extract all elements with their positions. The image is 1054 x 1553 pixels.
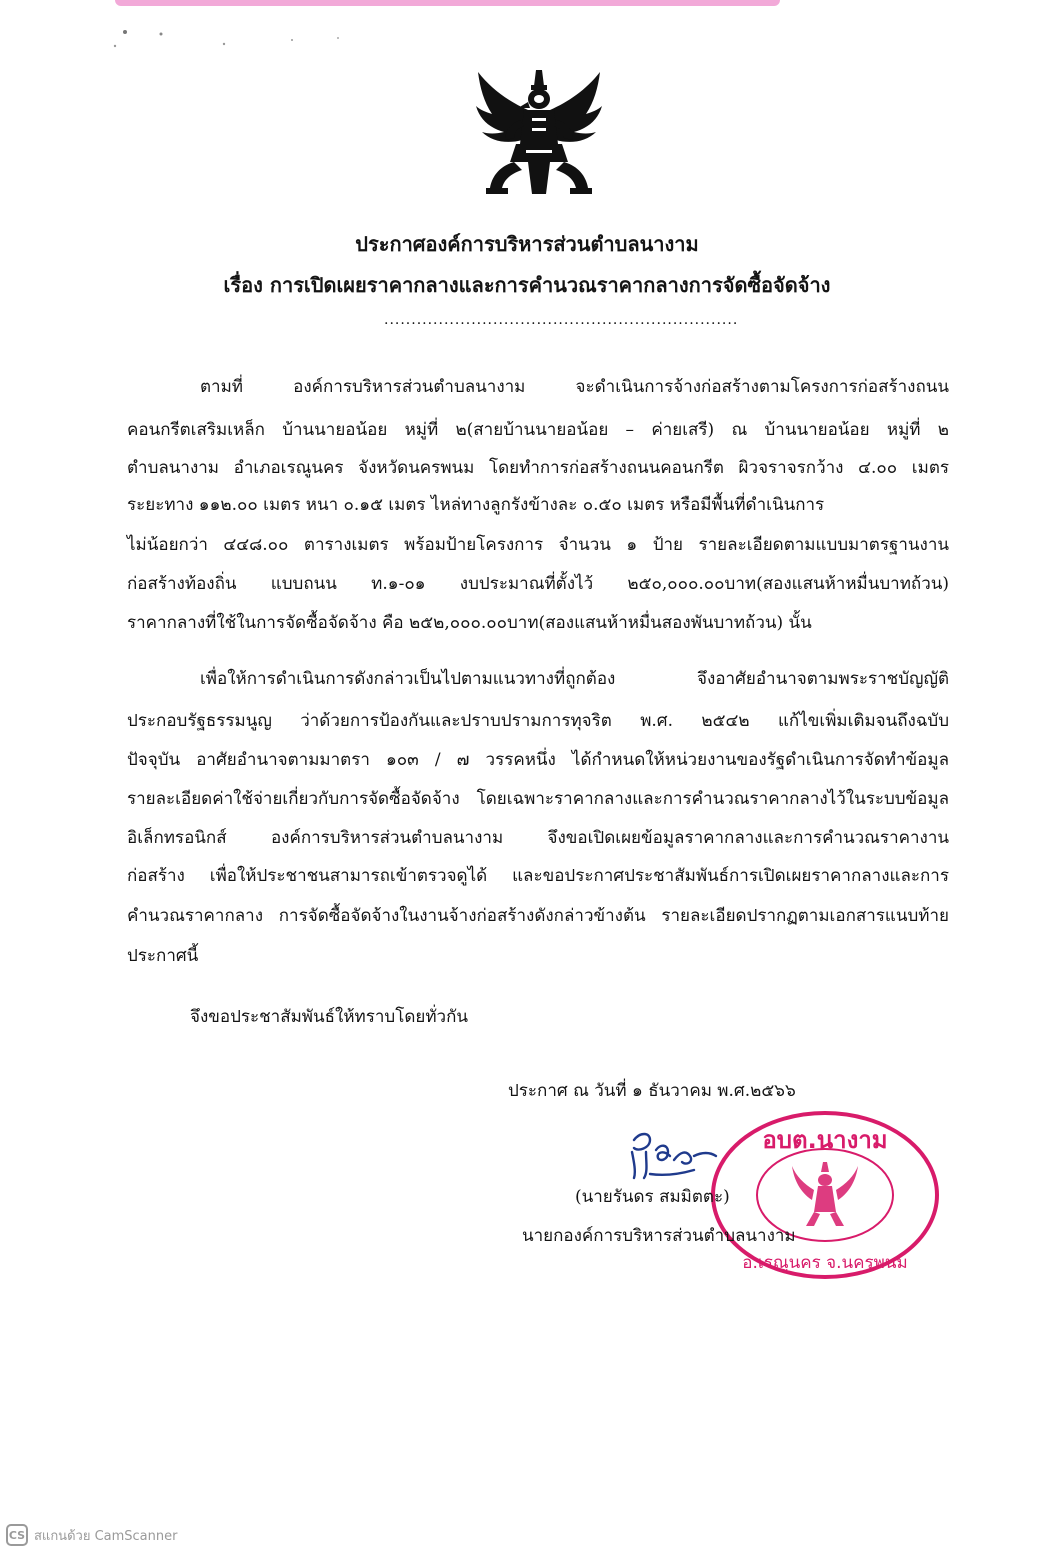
paragraph2-line1: เพื่อให้การดำเนินการดังกล่าวเป็นไปตามแนวทางที่ถูกต้อง จึงอาศัยอำนาจตามพระราชบัญญัติ <box>200 669 949 689</box>
signer-name: (นายรันดร สมมิตตะ) <box>575 1187 730 1207</box>
paragraph1-line7: ราคากลางที่ใช้ในการจัดซื้อจัดจ้าง คือ ๒๕๒,๐๐๐.๐๐บาท(สองแสนห้าหมื่นสองพันบาทถ้วน) นั้น <box>127 613 812 633</box>
paragraph2-line5: อิเล็กทรอนิกส์ องค์การบริหารส่วนตำบลนางาม จึงขอเปิดเผยข้อมูลราคากลางและการคำนวณราคางาน <box>127 828 949 848</box>
announcement-date: ประกาศ ณ วันที่ ๑ ธันวาคม พ.ศ.๒๕๖๖ <box>508 1081 796 1101</box>
signer-position: นายกองค์การบริหารส่วนตำบลนางาม <box>522 1226 796 1246</box>
paragraph2-line8: ประกาศนี้ <box>127 946 199 966</box>
scanner-footer <box>6 1523 177 1547</box>
title-separator: ................................................................. <box>384 312 739 328</box>
scanner-label: สแกนด้วย CamScanner <box>34 1528 178 1544</box>
paragraph1-line4: ระยะทาง ๑๑๒.๐๐ เมตร หนา ๐.๑๕ เมตร ไหล่ทางลูกรังข้างละ ๐.๕๐ เมตร หรือมีพื้นที่ดำเนินการ <box>127 495 825 515</box>
closing-statement: จึงขอประชาสัมพันธ์ให้ทราบโดยทั่วกัน <box>190 1007 468 1027</box>
paragraph2-line7: คำนวณราคากลาง การจัดซื้อจัดจ้างในงานจ้างก่อสร้างดังกล่าวข้างต้น รายละเอียดปรากฏตามเอกสารแนบท้าย <box>127 906 949 926</box>
document-title: ประกาศองค์การบริหารส่วนตำบลนางาม <box>355 232 699 256</box>
official-stamp <box>700 1100 950 1290</box>
garuda-emblem <box>470 66 608 202</box>
paragraph1-line6: ก่อสร้างท้องถิ่น แบบถนน ท.๑-๐๑ งบประมาณที่ตั้งไว้ ๒๕๐,๐๐๐.๐๐บาท(สองแสนห้าหมื่นบาทถ้วน) <box>127 574 949 594</box>
scan-specks <box>0 0 400 60</box>
paragraph2-line6: ก่อสร้าง เพื่อให้ประชาชนสามารถเข้าตรวจดูได้ และขอประกาศประชาสัมพันธ์การเปิดเผยราคากลางและการ <box>127 866 949 886</box>
camscanner-logo-icon: CS <box>6 1524 28 1546</box>
paragraph1-line1: ตามที่ องค์การบริหารส่วนตำบลนางาม จะดำเนินการจ้างก่อสร้างตามโครงการก่อสร้างถนน <box>200 377 949 397</box>
paragraph1-line5: ไม่น้อยกว่า ๔๔๘.๐๐ ตารางเมตร พร้อมป้ายโครงการ จำนวน ๑ ป้าย รายละเอียดตามแบบมาตรฐานงาน <box>127 535 949 555</box>
paragraph2-line2: ประกอบรัฐธรรมนูญ ว่าด้วยการป้องกันและปราบปรามการทุจริต พ.ศ. ๒๕๔๒ แก้ไขเพิ่มเติมจนถึงฉบับ <box>127 711 949 731</box>
document-subject: เรื่อง การเปิดเผยราคากลางและการคำนวณราคากลางการจัดซื้อจัดจ้าง <box>223 273 831 297</box>
paragraph1-line2: คอนกรีตเสริมเหล็ก บ้านนายอน้อย หมู่ที่ ๒(สายบ้านนายอน้อย – ค่ายเสรี) ณ บ้านนายอน้อย หมู่ที่ ๒ <box>127 420 949 440</box>
stamp-bottom-text: อ.เรณูนคร จ.นครพนม <box>742 1253 908 1273</box>
paragraph2-line4: รายละเอียดค่าใช้จ่ายเกี่ยวกับการจัดซื้อจัดจ้าง โดยเฉพาะราคากลางและการคำนวณราคากลางไว้ในระบบข้อมูล <box>127 789 949 809</box>
paragraph2-line3: ปัจจุบัน อาศัยอำนาจตามมาตรา ๑๐๓ / ๗ วรรคหนึ่ง ได้กำหนดให้หน่วยงานของรัฐดำเนินการจัดทำข้อมูล <box>127 750 949 770</box>
paragraph1-line3: ตำบลนางาม อำเภอเรณูนคร จังหวัดนครพนม โดยทำการก่อสร้างถนนคอนกรีต ผิวจราจรกว้าง ๔.๐๐ เมตร <box>127 458 949 478</box>
stamp-top-text: อบต.นางาม <box>762 1126 888 1154</box>
